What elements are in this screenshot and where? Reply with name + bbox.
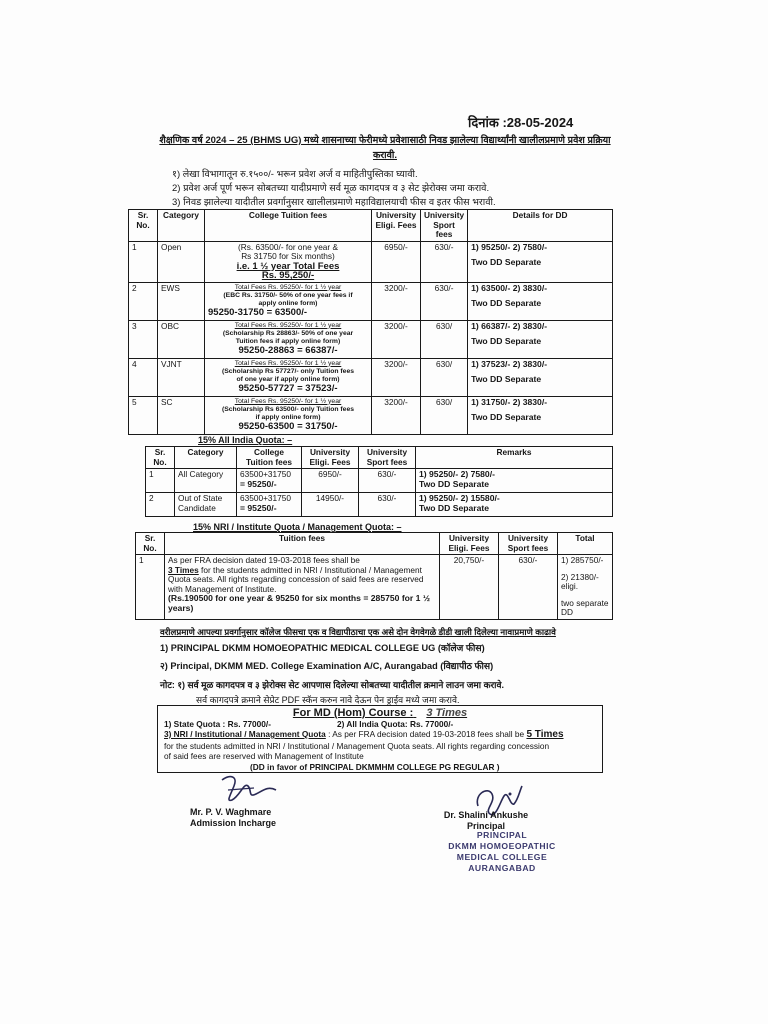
col-header: Sr. No.	[129, 210, 158, 242]
signatory-role: Admission Incharge	[190, 818, 277, 828]
md-state-quota: 1) State Quota : Rs. 77000/-	[164, 718, 271, 729]
fee-line: 63500+31750	[240, 493, 291, 503]
md-title: For MD (Hom) Course :	[292, 707, 414, 719]
cell: SC	[158, 396, 205, 434]
cell: 3200/-	[372, 358, 421, 396]
fee-line: with Management of Institute.	[168, 583, 277, 594]
fee-line: Total Fees Rs. 95250/- for 1 ½ year	[234, 397, 342, 405]
remark: 1) 95250/- 2) 15580/-	[419, 493, 500, 503]
md-line: for the students admitted in NRI / Institutional / Management Quota seats. All rights regarding concession	[164, 740, 550, 751]
cell: 1	[136, 555, 165, 620]
col-header: University Eligi. Fees	[440, 533, 499, 555]
cell: VJNT	[158, 358, 205, 396]
cell: 630/	[421, 320, 468, 358]
table-row	[129, 320, 613, 358]
md-nri-text: : As per FRA decision dated 19-03-2018 fees shall be	[325, 729, 527, 739]
fee-line: Total Fees Rs. 95250/- for 1 ½ year	[234, 283, 342, 291]
cell	[468, 396, 613, 434]
note-2: सर्व कागदपत्रे क्रमाने सेप्रेट PDF स्कॅन करुन नावे देऊन पेन ड्राईव मध्ये जमा करावे.	[196, 695, 460, 705]
col-header: University Eligi. Fees	[372, 210, 421, 242]
cell: Out of State Candidate	[175, 493, 237, 517]
dd-note: Two DD Separate	[471, 412, 542, 422]
table-header-row	[146, 447, 613, 469]
fee-line: (Scholarship Rs 63500/- only Tuition fees	[221, 405, 355, 413]
stamp-line: AURANGABAD	[468, 863, 536, 873]
cell: 2	[146, 493, 175, 517]
col-header: Sr. No.	[136, 533, 165, 555]
col-header: College Tuition fees	[237, 447, 302, 469]
cell: 2	[129, 282, 158, 320]
cell: 3200/-	[372, 320, 421, 358]
cell	[558, 555, 613, 620]
cell: 630/-	[359, 469, 416, 493]
fee-line: 63500+31750	[240, 469, 291, 479]
note-1: नोट: १) सर्व मूळ कागदपत्र व ३ झेरोक्स सेट आपणास दिलेल्या सोबतच्या यादीतील क्रमाने लाउन जमा करावे.	[160, 680, 505, 690]
all-india-table	[145, 446, 613, 517]
table-row	[136, 555, 613, 620]
dd-note: Two DD Separate	[471, 374, 542, 384]
nri-table	[135, 532, 613, 620]
cell: 5	[129, 396, 158, 434]
col-header: University Sport fees	[499, 533, 558, 555]
cell: 14950/-	[302, 493, 359, 517]
dd-amounts: 1) 66387/- 2) 3830/-	[471, 320, 548, 331]
md-multiplier: 5 Times	[526, 729, 564, 740]
fee-total: Rs. 95,250/-	[261, 270, 315, 281]
signature-left	[218, 772, 278, 808]
total-line: two separate	[561, 597, 609, 608]
table-header-row	[136, 533, 613, 555]
total-line: DD	[561, 607, 573, 617]
md-course-box	[157, 705, 603, 773]
cell	[205, 241, 372, 282]
cell: 630/	[421, 396, 468, 434]
col-header: Sr. No.	[146, 447, 175, 469]
cell	[205, 396, 372, 434]
fee-line: for the students admitted in NRI / Institutional / Management	[198, 564, 422, 575]
cell	[205, 358, 372, 396]
step-3: 3) निवड झालेल्या यादीतील प्रवर्गानुसार खालीलप्रमाणे महाविद्यालयाची फीस व इतर फीस भरावी.	[172, 197, 496, 208]
dd-note: Two DD Separate	[471, 257, 542, 267]
all-india-title: 15% All India Quota: –	[198, 435, 293, 445]
col-header: Category	[175, 447, 237, 469]
signatory-left	[190, 807, 276, 829]
cell: 3200/-	[372, 282, 421, 320]
cell	[237, 469, 302, 493]
cell	[205, 320, 372, 358]
cell	[468, 241, 613, 282]
fee-line: years)	[168, 602, 194, 613]
cell: EWS	[158, 282, 205, 320]
cell: 630/-	[421, 241, 468, 282]
cell: 630/	[421, 358, 468, 396]
fee-total: = 95250/-	[240, 502, 277, 513]
dd-amounts: 1) 95250/- 2) 7580/-	[471, 241, 548, 252]
dd-instruction: वरीलप्रमाणे आपल्या प्रवर्गानुसार कॉलेज फीसचा एक व विद्यापीठाचा एक असे दोन वेगवेगळे डीडी खाली दिलेल्या नावाप्रमाणे काढावे	[160, 627, 556, 637]
table-row	[146, 469, 613, 493]
dd-note: Two DD Separate	[471, 298, 542, 308]
fee-line: apply online form)	[258, 299, 318, 307]
cell	[165, 555, 440, 620]
remark: 1) 95250/- 2) 7580/-	[419, 469, 495, 479]
heading: शैक्षणिक वर्ष 2024 – 25 (BHMS UG) मध्ये शासनाच्या फेरीमध्ये प्रवेशासाठी निवड झालेल्या विद्यार्थ्यांनी खालीलप्रमाणे प्रवेश प्रक्रिया करावी.	[159, 135, 611, 161]
fee-total: 95250-31750 = 63500/-	[208, 306, 308, 318]
fee-total: 95250-63500 = 31750/-	[238, 420, 338, 432]
table-row	[129, 396, 613, 434]
cell	[237, 493, 302, 517]
signatory-name: Mr. P. V. Waghmare	[190, 807, 272, 817]
fee-line: (Scholarship Rs 28863/- 50% of one year	[222, 329, 354, 337]
cell	[416, 469, 613, 493]
cell: 630/-	[421, 282, 468, 320]
cell: 1	[129, 241, 158, 282]
nri-title: 15% NRI / Institute Quota / Management Quota: –	[193, 522, 402, 532]
total-line: 1) 285750/-	[561, 555, 604, 565]
col-header: University Eligi. Fees	[302, 447, 359, 469]
dd-amounts: 1) 63500/- 2) 3830/-	[471, 282, 548, 293]
md-nri-label: 3) NRI / Institutional / Management Quota	[164, 729, 326, 739]
md-line: of said fees are reserved with Management of Institute	[164, 751, 364, 761]
dd-amounts: 1) 31750/- 2) 3830/-	[471, 396, 548, 407]
cell: 6950/-	[302, 469, 359, 493]
fee-total: 95250-57727 = 37523/-	[238, 382, 338, 394]
payee-1: 1) PRINCIPAL DKMM HOMOEOPATHIC MEDICAL COLLEGE UG (कॉलेज फीस)	[160, 643, 485, 653]
principal-stamp	[432, 830, 572, 874]
fee-total: 95250-28863 = 66387/-	[238, 344, 338, 356]
signatory-role: Principal	[466, 821, 505, 831]
fee-line: As per FRA decision dated 19-03-2018 fees shall be	[168, 555, 360, 565]
col-header: Total	[558, 533, 613, 555]
remark: Two DD Separate	[419, 478, 490, 489]
dd-amounts: 1) 37523/- 2) 3830/-	[471, 358, 548, 369]
main-fee-table	[128, 209, 613, 435]
multiplier: 3 Times	[168, 564, 199, 575]
cell: 20,750/-	[440, 555, 499, 620]
cell: 3	[129, 320, 158, 358]
step-1: १) लेखा विभागातून रु.१५००/- भरून प्रवेश अर्ज व माहितीपुस्तिका घ्यावी.	[172, 169, 418, 180]
cell: All Category	[175, 469, 237, 493]
payee-2: २) Principal, DKMM MED. College Examination A/C, Aurangabad (विद्यापीठ फीस)	[160, 661, 494, 671]
step-2: 2) प्रवेश अर्ज पूर्ण भरून सोबतच्या यादीप्रमाणे सर्व मूळ कागदपत्र व ३ सेट झेरोक्स जमा करावे.	[172, 183, 490, 194]
col-header: Remarks	[416, 447, 613, 469]
fee-total: i.e. 1 ½ year Total Fees	[236, 260, 340, 272]
col-header: Tuition fees	[165, 533, 440, 555]
cell: OBC	[158, 320, 205, 358]
col-header: Category	[158, 210, 205, 242]
stamp-line: DKMM HOMOEOPATHIC	[448, 841, 556, 851]
table-header-row	[129, 210, 613, 242]
md-dd-favor: (DD in favor of PRINCIPAL DKMMHM COLLEGE PG REGULAR )	[250, 761, 500, 772]
fee-line: Quota seats. All rights regarding concession of said fees are reserved	[168, 574, 424, 584]
dd-note: Two DD Separate	[471, 336, 542, 346]
table-row	[146, 493, 613, 517]
fee-line: Rs 31750 for Six months)	[241, 251, 335, 261]
col-header: University Sport fees	[359, 447, 416, 469]
col-header: College Tuition fees	[205, 210, 372, 242]
md-all-india-quota: 2) All India Quota: Rs. 77000/-	[336, 718, 454, 729]
fee-line: of one year if apply online form)	[236, 375, 340, 383]
cell: Open	[158, 241, 205, 282]
total-line: 2) 21380/- eligi.	[561, 571, 599, 591]
cell	[416, 493, 613, 517]
signatory-name: Dr. Shalini Ankushe	[443, 810, 529, 820]
cell: 3200/-	[372, 396, 421, 434]
col-header: Details for DD	[468, 210, 613, 242]
cell: 1	[146, 469, 175, 493]
fee-total: = 95250/-	[240, 478, 277, 489]
table-row	[129, 282, 613, 320]
col-header: University Sport fees	[421, 210, 468, 242]
table-row	[129, 358, 613, 396]
cell: 6950/-	[372, 241, 421, 282]
handwritten-note: 3 Times	[426, 707, 468, 719]
fee-line: (EBC Rs. 31750/- 50% of one year fees if	[223, 291, 353, 299]
table-row	[129, 241, 613, 282]
cell: 630/-	[359, 493, 416, 517]
fee-line: if apply online form)	[255, 413, 321, 421]
cell	[468, 358, 613, 396]
fee-line: (Rs.190500 for one year & 95250 for six months = 285750 for 1 ½	[168, 593, 431, 603]
cell: 4	[129, 358, 158, 396]
steps-list	[172, 168, 496, 210]
fee-line: Tuition fees if apply online form)	[235, 337, 341, 345]
cell	[468, 320, 613, 358]
fee-line: Total Fees Rs. 95250/- for 1 ½ year	[234, 359, 342, 367]
fee-line: (Rs. 63500/- for one year &	[237, 241, 339, 252]
stamp-line: PRINCIPAL	[476, 830, 528, 840]
date: दिनांक :28-05-2024	[468, 115, 574, 130]
stamp-line: MEDICAL COLLEGE	[456, 852, 548, 862]
fee-line: (Scholarship Rs 57727/- only Tuition fees	[221, 367, 355, 375]
signatory-right	[441, 810, 531, 832]
remark: Two DD Separate	[419, 502, 490, 513]
cell	[468, 282, 613, 320]
cell: 630/-	[499, 555, 558, 620]
cell	[205, 282, 372, 320]
fee-line: Total Fees Rs. 95250/- for 1 ½ year	[234, 321, 342, 329]
